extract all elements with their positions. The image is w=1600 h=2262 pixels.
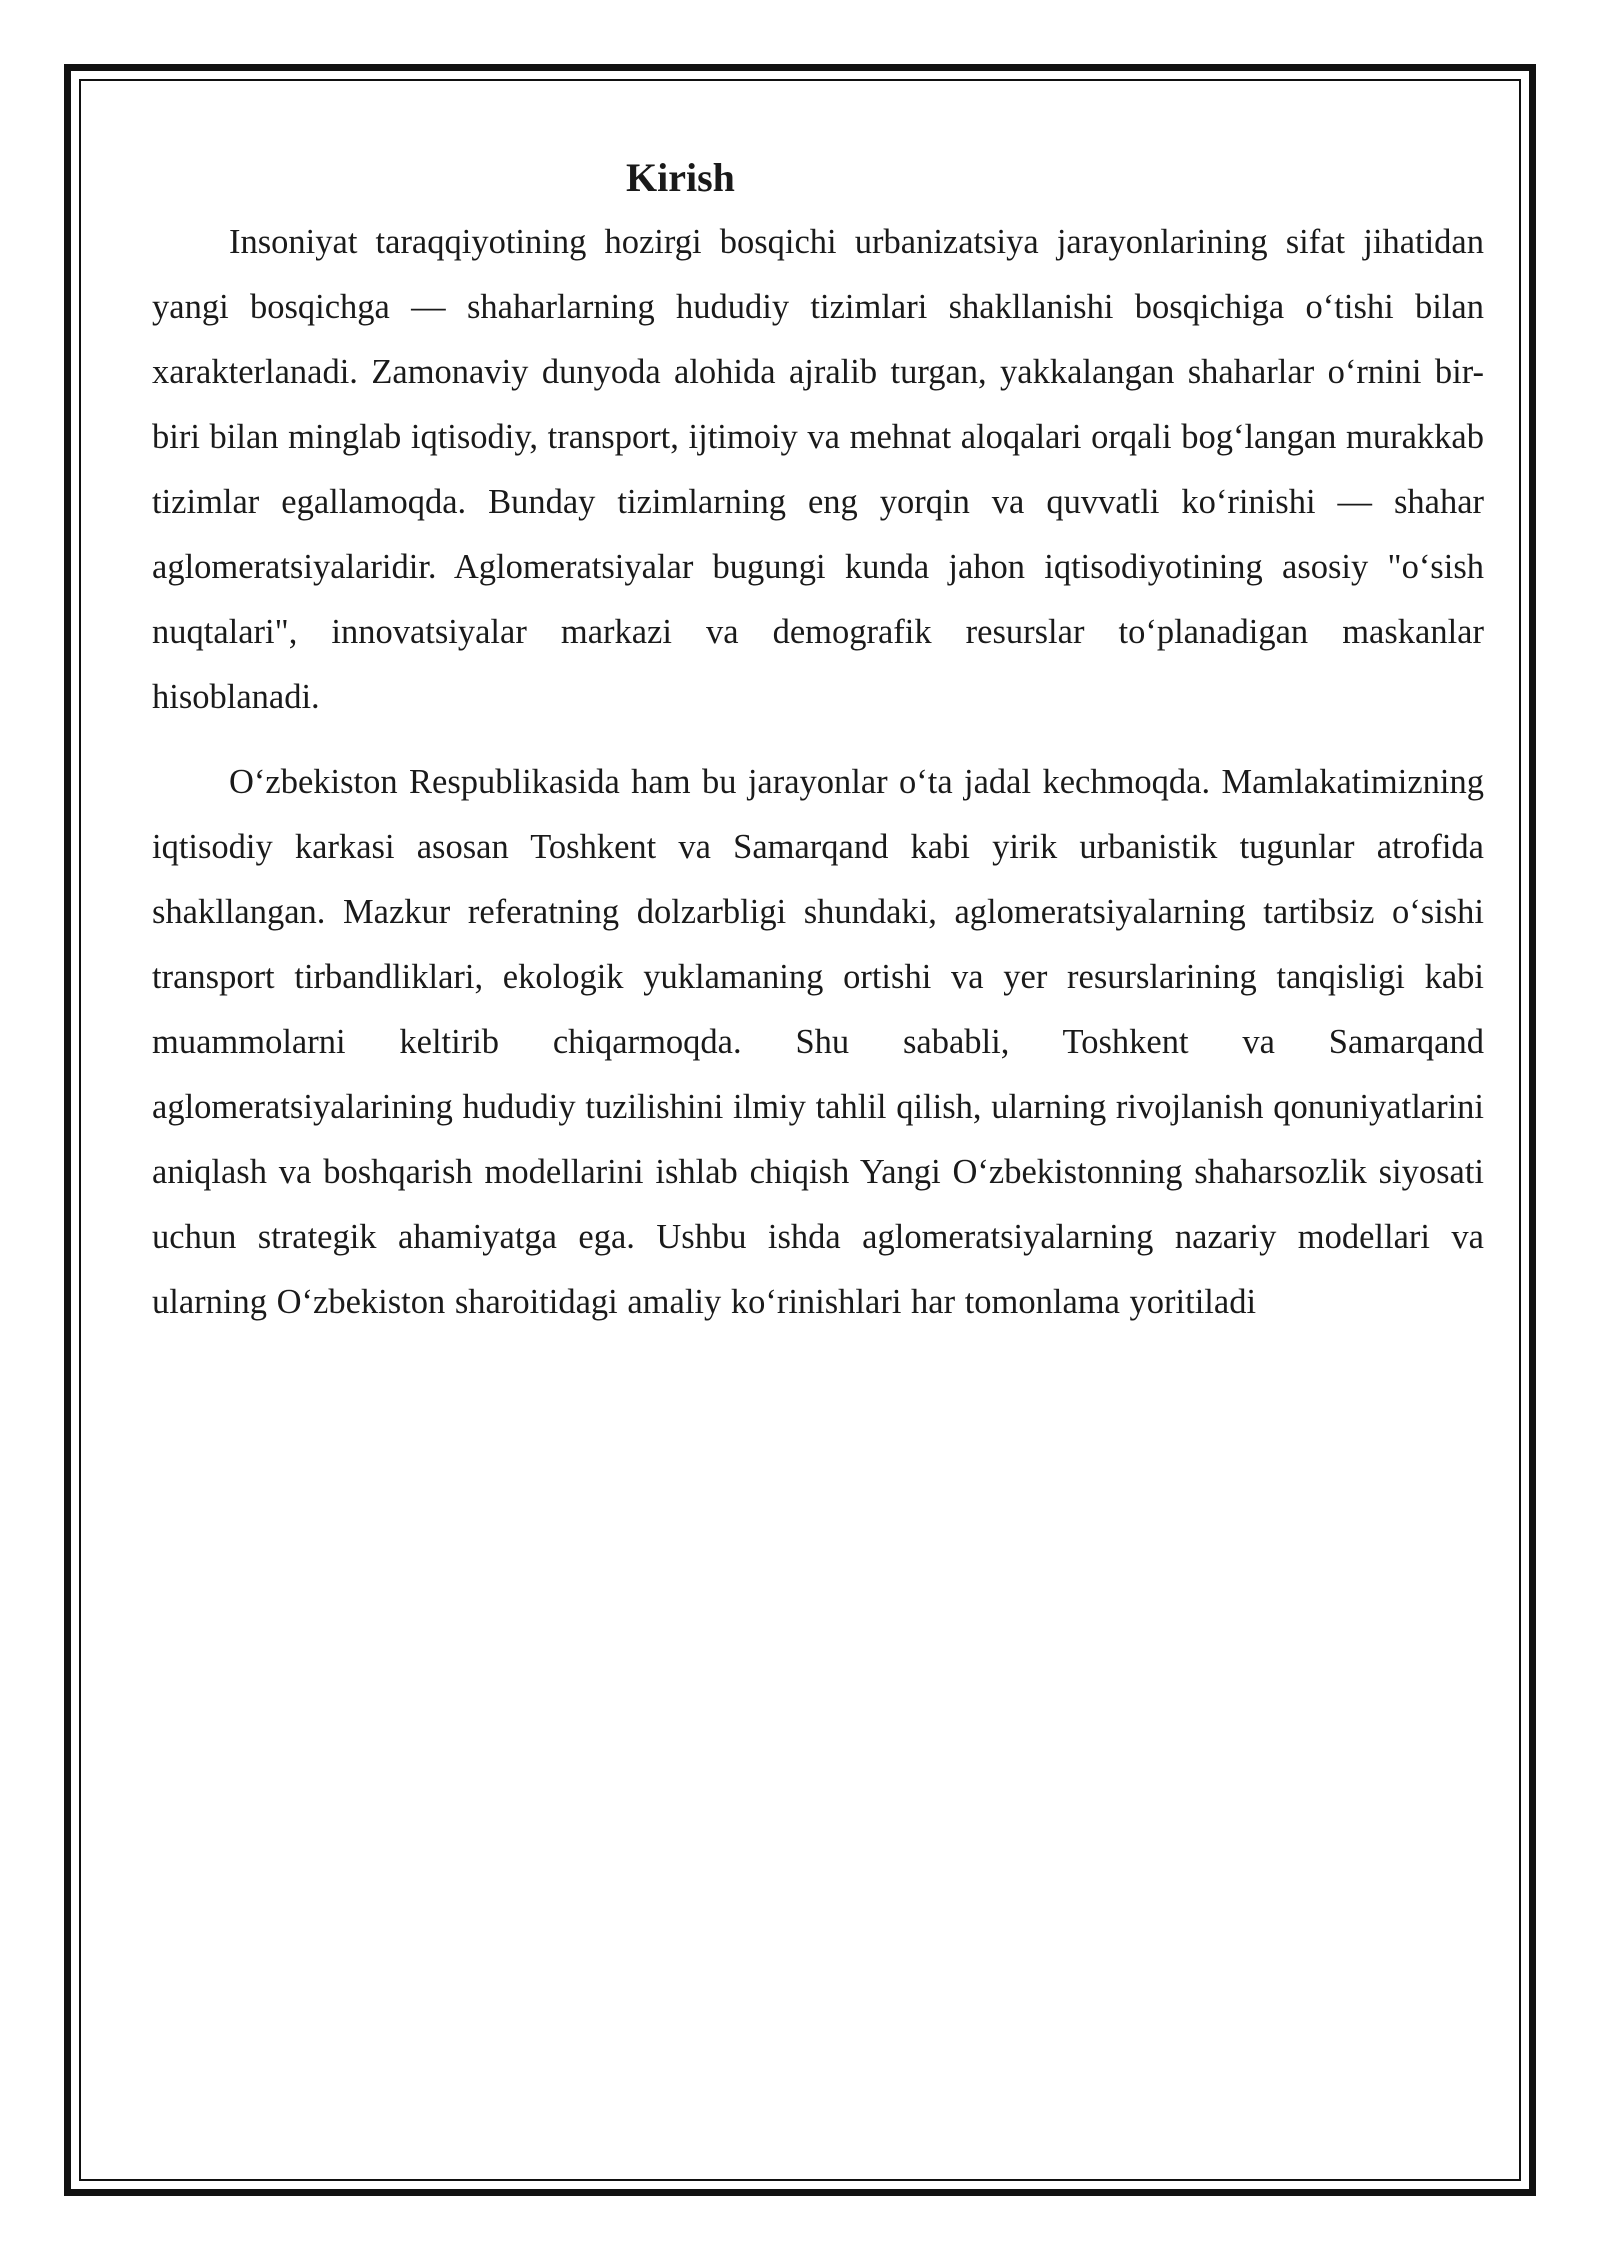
document-body [152, 152, 1484, 1335]
paragraph-relevance: O‘zbekiston Respublikasida ham bu jarayonlar o‘ta jadal kechmoqda. Mamlakatimizning iqtisodiy karkasi asosan Toshkent va Samarqand kabi yirik urbanistik tugunlar atrofida shakllangan. Mazkur referatning dolzarbligi shundaki, aglomeratsiyalarning tartibsiz o‘sishi transport tirbandliklari, ekologik yuklamaning ortishi va yer resurslarining tanqisligi kabi muammolarni keltirib chiqarmoqda. Shu sababli, Toshkent va Samarqand aglomeratsiyalarining hududiy tuzilishini ilmiy tahlil qilish, ularning rivojlanish qonuniyatlarini aniqlash va boshqarish modellarini ishlab chiqish Yangi O‘zbekistonning shaharsozlik siyosati uchun strategik ahamiyatga ega. Ushbu ishda aglomeratsiyalarning nazariy modellari va ularning O‘zbekiston sharoitidagi amaliy ko‘rinishlari har tomonlama yoritiladi [152, 763, 1484, 1321]
section-heading: Kirish [626, 155, 735, 200]
paragraph-intro: Insoniyat taraqqiyotining hozirgi bosqichi urbanizatsiya jarayonlarining sifat jihatidan yangi bosqichga — shaharlarning hududiy tizimlari shakllanishi bosqichiga o‘tishi bilan xarakterlanadi. Zamonaviy dunyoda alohida ajralib turgan, yakkalangan shaharlar o‘rnini bir-biri bilan minglab iqtisodiy, transport, ijtimoiy va mehnat aloqalari orqali bog‘langan murakkab tizimlar egallamoqda. Bunday tizimlarning eng yorqin va quvvatli ko‘rinishi — shahar aglomeratsiyalaridir. Aglomeratsiyalar bugungi kunda jahon iqtisodiyotining asosiy "o‘sish nuqtalari", innovatsiyalar markazi va demografik resurslar to‘planadigan maskanlar hisoblanadi. [152, 223, 1484, 716]
